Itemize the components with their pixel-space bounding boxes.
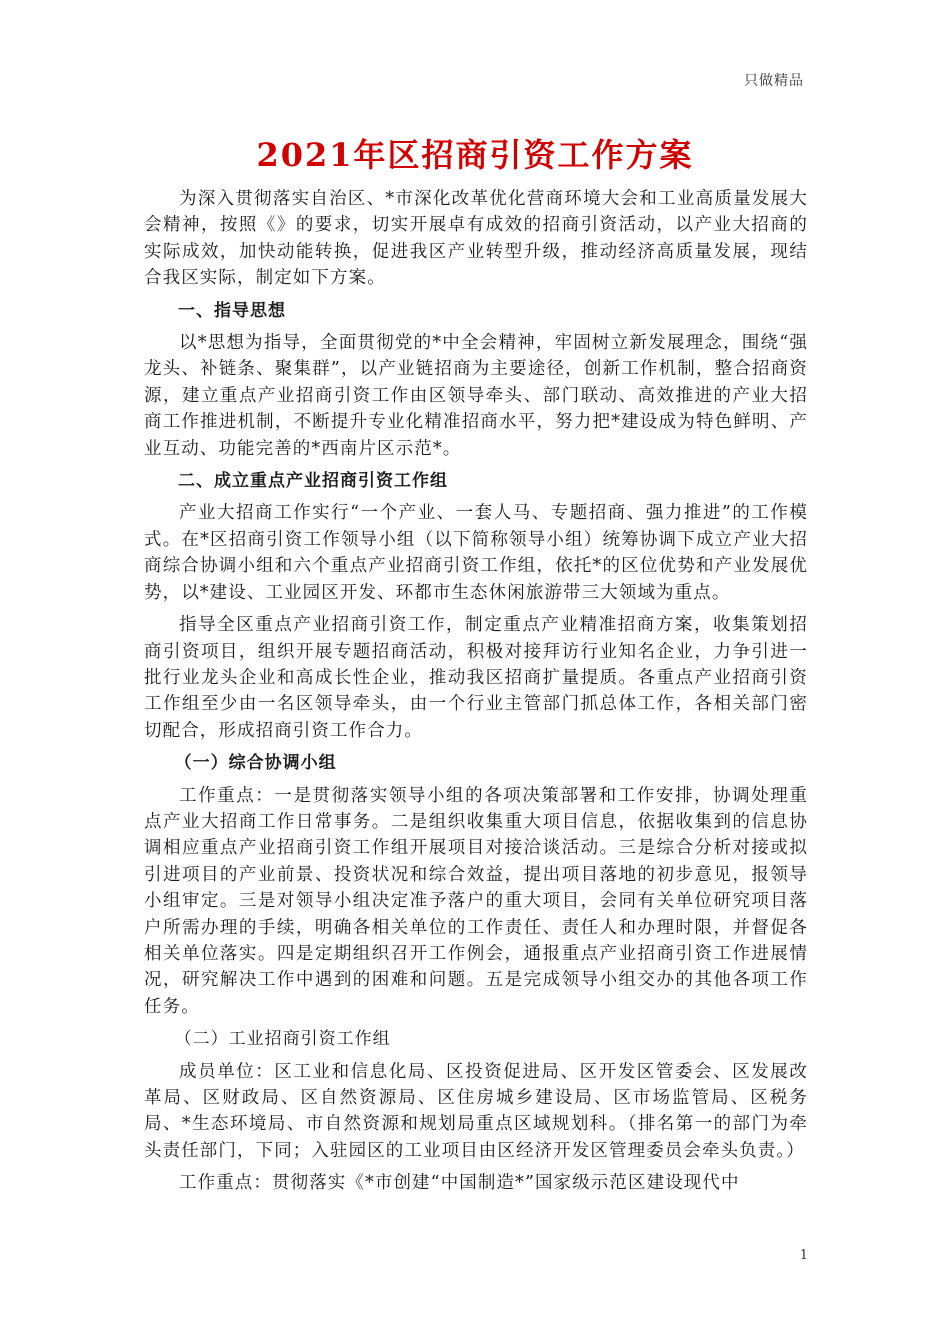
subsection-heading-industry-group: （二）工业招商引资工作组	[174, 1029, 391, 1050]
industry-group-members-paragraph: 成员单位：区工业和信息化局、区投资促进局、区开发区管委会、区发展改革局、区财政局、区自然资源局、区住房城乡建设局、区市场监管局、区税务局、*生态环境局、市自然资源和规划局重点区域规划科。（排名第一的部门为牵头责任部门，下同；入驻园区的工业项目由区经济开发区管理委员会牵头负责。）	[144, 1061, 808, 1161]
header-note: 只做精品	[744, 73, 804, 89]
working-groups-paragraph-2: 指导全区重点产业招商引资工作，制定重点产业精准招商方案，收集策划招商引资项目，组织开展专题招商活动，积极对接拜访行业知名企业，力争引进一批行业龙头企业和高成长性企业，推动我区招商扩量提质。各重点产业招商引资工作组至少由一名区领导牵头，由一个行业主管部门抓总体工作，各相关部门密切配合，形成招商引资工作合力。	[144, 615, 808, 741]
guiding-ideology-paragraph: 以*思想为指导，全面贯彻党的*中全会精神，牢固树立新发展理念，围绕“强龙头、补链条、聚集群”，以产业链招商为主要途径，创新工作机制，整合招商资源，建立重点产业招商引资工作由区领导牵头、部门联动、高效推进的产业大招商工作推进机制，不断提升专业化精准招商水平，努力把*建设成为特色鲜明、产业互动、功能完善的*西南片区示范*。	[144, 333, 808, 459]
page-number: 1	[799, 1248, 808, 1263]
intro-paragraph: 为深入贯彻落实自治区、*市深化改革优化营商环境大会和工业高质量发展大会精神，按照《》的要求，切实开展卓有成效的招商引资活动，以产业大招商的实际成效，加快动能转换，促进我区产业转型升级，推动经济高质量发展，现结合我区实际，制定如下方案。	[144, 189, 808, 289]
subsection-heading-coordination-group: （一）综合协调小组	[174, 753, 337, 774]
industry-group-focus-paragraph: 工作重点：贯彻落实《*市创建“中国制造*”国家级示范区建设现代中	[179, 1173, 740, 1194]
section-heading-working-groups: 二、成立重点产业招商引资工作组	[178, 471, 448, 492]
document-title: 2021年区招商引资工作方案	[256, 136, 694, 174]
document-body	[144, 186, 808, 1203]
section-heading-guiding-ideology: 一、指导思想	[178, 300, 286, 321]
coordination-group-paragraph: 工作重点：一是贯彻落实领导小组的各项决策部署和工作安排，协调处理重点产业大招商工作日常事务。二是组织收集重大项目信息，依据收集到的信息协调相应重点产业招商引资工作组开展项目对接洽谈活动。三是综合分析对接或拟引进项目的产业前景、投资状况和综合效益，提出项目落地的初步意见，报领导小组审定。三是对领导小组决定准予落户的重大项目，会同有关单位研究项目落户所需办理的手续，明确各相关单位的工作责任、责任人和办理时限，并督促各相关单位落实。四是定期组织召开工作例会，通报重点产业招商引资工作进展情况，研究解决工作中遇到的困难和问题。五是完成领导小组交办的其他各项工作任务。	[144, 785, 808, 1017]
working-groups-paragraph-1: 产业大招商工作实行“一个产业、一套人马、专题招商、强力推进”的工作模式。在*区招商引资工作领导小组（以下简称领导小组）统筹协调下成立产业大招商综合协调小组和六个重点产业招商引资工作组，依托*的区位优势和产业发展优势，以*建设、工业园区开发、环都市生态休闲旅游带三大领域为重点。	[144, 503, 808, 603]
